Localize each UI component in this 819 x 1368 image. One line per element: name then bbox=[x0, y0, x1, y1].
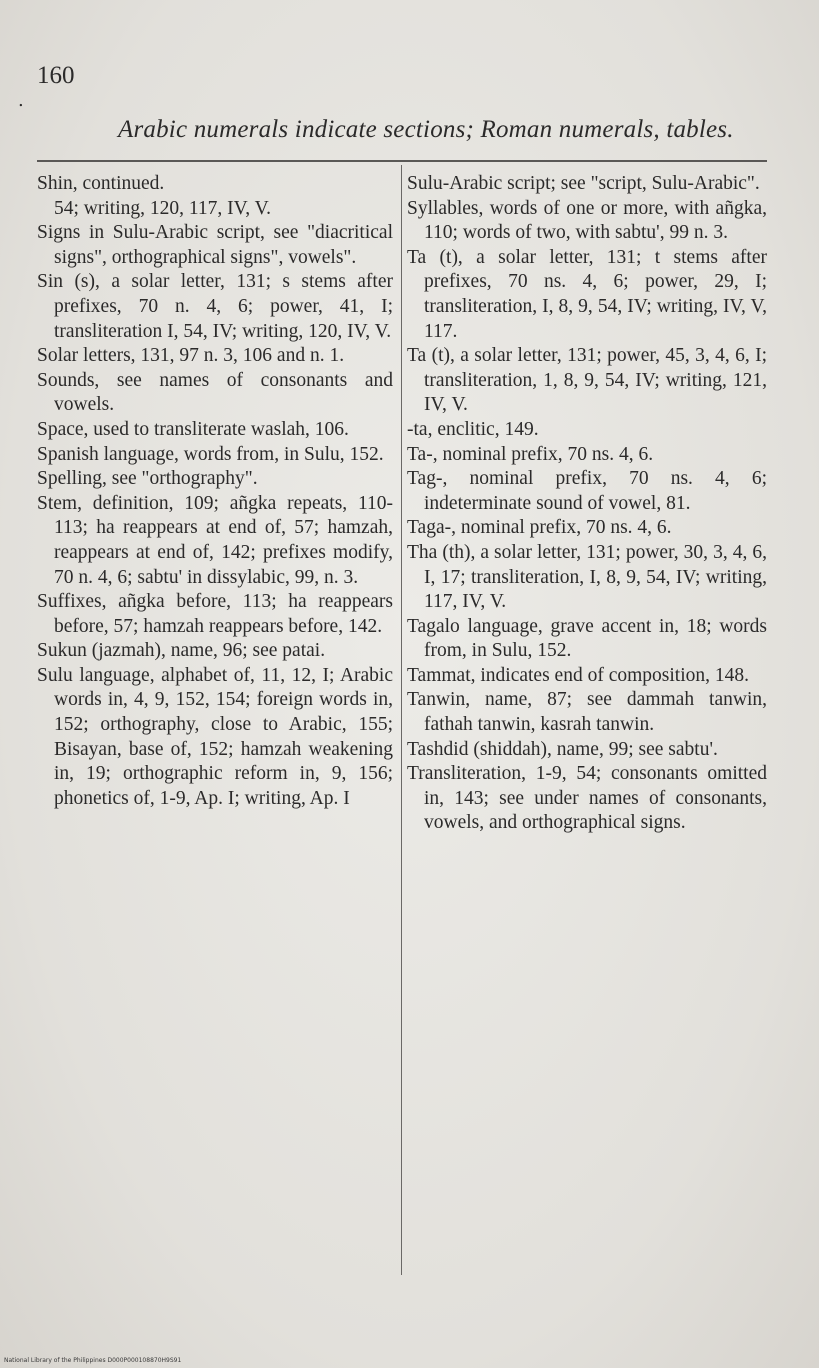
index-entry: Stem, definition, 109; añgka repeats, 110-113; ha reappears at end of, 57; hamzah, reappears at end of, 142; prefixes modify, 70 n. 4, 6; sabtu' in dissylabic, 99, n. 3. bbox=[37, 492, 393, 588]
header-rule bbox=[37, 160, 767, 162]
index-entry: Syllables, words of one or more, with añgka, 110; words of two, with sabtu', 99 n. 3. bbox=[407, 197, 767, 244]
column-divider bbox=[401, 165, 402, 1275]
index-entry: Solar letters, 131, 97 n. 3, 106 and n. 1. bbox=[37, 345, 345, 367]
index-entry: Sulu language, alphabet of, 11, 12, I; Arabic words in, 4, 9, 152, 154; foreign words in, 152; orthography, close to Arabic, 155; Bisayan, base of, 152; hamzah weakening in, 19; orthographic reform in, 9, 156; phonetics of, 1-9, Ap. I; writing, Ap. I bbox=[37, 664, 393, 809]
index-entry: Sulu-Arabic script; see "script, Sulu-Arabic". bbox=[407, 173, 760, 194]
scan-footer: National Library of the Philippines D000P000108870H9S91 bbox=[4, 1357, 182, 1364]
index-entry: Tag-, nominal prefix, 70 ns. 4, 6; indeterminate sound of vowel, 81. bbox=[407, 468, 767, 514]
index-entry: Space, used to transliterate waslah, 106. bbox=[37, 418, 349, 440]
index-entry: Transliteration, 1-9, 54; consonants omitted in, 143; see under names of consonants, vowels, and orthographical signs. bbox=[407, 763, 767, 834]
index-entry: Ta (t), a solar letter, 131; power, 45, 3, 4, 6, I; transliteration, 1, 8, 9, 54, IV; writing, 121, IV, V. bbox=[407, 345, 767, 416]
index-entry: Sukun (jazmah), name, 96; see patai. bbox=[37, 640, 326, 662]
index-entry: Sin (s), a solar letter, 131; s stems after prefixes, 70 n. 4, 6; power, 41, I; transliteration I, 54, IV; writing, 120, IV, V. bbox=[37, 271, 393, 342]
index-entry: 54; writing, 120, 117, IV, V. bbox=[54, 197, 272, 219]
index-entry: Suffixes, añgka before, 113; ha reappears before, 57; hamzah reappears before, 142. bbox=[37, 591, 393, 637]
index-entry: Tha (th), a solar letter, 131; power, 30, 3, 4, 6, I, 17; transliteration, I, 8, 9, 54, IV; writing, 117, IV, V. bbox=[407, 541, 767, 613]
index-column-left bbox=[37, 172, 393, 811]
page-number: 160 bbox=[37, 62, 75, 89]
index-entry: Sounds, see names of consonants and vowels. bbox=[37, 369, 393, 416]
running-header: Arabic numerals indicate sections; Roman numerals, tables. bbox=[118, 116, 734, 143]
margin-dot: . bbox=[18, 90, 24, 111]
index-column-right bbox=[407, 172, 767, 836]
index-entry: Signs in Sulu-Arabic script, see "diacritical signs", orthographical signs", vowels". bbox=[37, 222, 393, 268]
index-entry: Tanwin, name, 87; see dammah tanwin, fathah tanwin, kasrah tanwin. bbox=[407, 689, 767, 736]
index-entry: Shin, continued. bbox=[37, 173, 165, 194]
index-entry: Ta (t), a solar letter, 131; t stems after prefixes, 70 ns. 4, 6; power, 29, I; transliteration, I, 8, 9, 54, IV; writing, IV, V, 117. bbox=[407, 246, 767, 342]
index-entry: Spelling, see "orthography". bbox=[37, 468, 258, 490]
index-entry: Spanish language, words from, in Sulu, 152. bbox=[37, 443, 384, 465]
index-entry: Taga-, nominal prefix, 70 ns. 4, 6. bbox=[407, 517, 672, 539]
index-entry: Tashdid (shiddah), name, 99; see sabtu'. bbox=[407, 738, 718, 760]
index-entry: Ta-, nominal prefix, 70 ns. 4, 6. bbox=[407, 443, 654, 465]
index-entry: Tammat, indicates end of composition, 148. bbox=[407, 664, 749, 686]
index-entry: Tagalo language, grave accent in, 18; words from, in Sulu, 152. bbox=[407, 615, 767, 662]
index-entry: -ta, enclitic, 149. bbox=[407, 418, 539, 440]
